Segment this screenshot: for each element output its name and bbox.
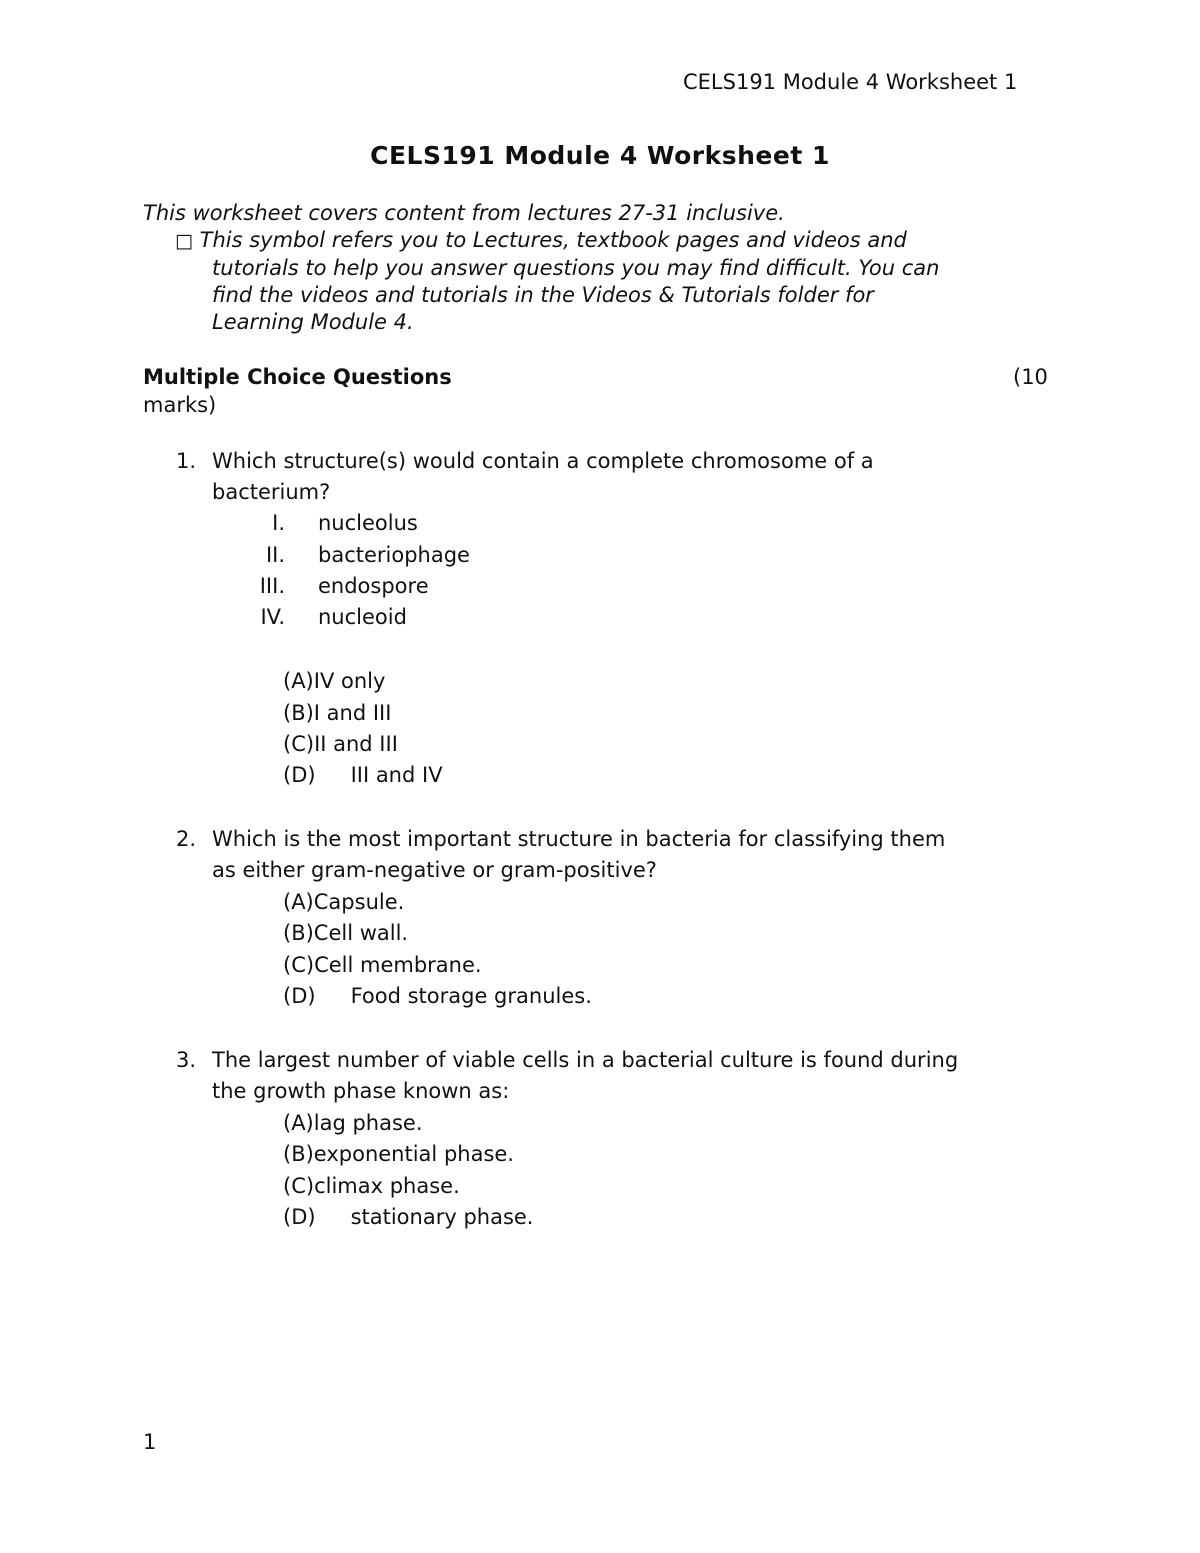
page-title: CELS191 Module 4 Worksheet 1: [370, 141, 830, 170]
statement-text: endospore: [318, 574, 429, 598]
answer-option: [283, 763, 443, 787]
option-text: IV only: [313, 669, 386, 693]
option-label: (D): [283, 1205, 316, 1229]
statement-numeral: III.: [259, 574, 285, 598]
answer-option: [283, 953, 482, 977]
option-label: (C): [283, 1174, 315, 1198]
answer-option: [283, 701, 391, 725]
option-label: (B): [283, 701, 314, 725]
section-marks-line-1: (10: [1013, 365, 1048, 389]
section-marks-line-2: marks): [143, 393, 217, 417]
intro-note-line-2: tutorials to help you answer questions you may find difficult. You can: [212, 256, 940, 280]
option-text: exponential phase.: [313, 1142, 514, 1166]
answer-option: [283, 1174, 460, 1198]
question-1-number: 1.: [176, 449, 197, 473]
option-label: (D): [283, 984, 316, 1008]
answer-option: [283, 921, 408, 945]
option-label: (A): [283, 669, 314, 693]
option-text: III and IV: [350, 763, 443, 787]
answer-option: [283, 1142, 514, 1166]
answer-option: [283, 669, 385, 693]
statement-numeral: IV.: [260, 605, 285, 629]
statement-text: nucleoid: [318, 605, 407, 629]
intro-note-line-1: [175, 228, 907, 252]
running-header: CELS191 Module 4 Worksheet 1: [683, 70, 1018, 94]
option-text: II and III: [314, 732, 398, 756]
answer-option: [283, 890, 404, 914]
statement-text: bacteriophage: [318, 543, 470, 567]
answer-option: [283, 1111, 423, 1135]
option-text: stationary phase.: [350, 1205, 534, 1229]
question-2-number: 2.: [176, 827, 197, 851]
question-2-text-line-1: Which is the most important structure in bacteria for classifying them: [212, 827, 946, 851]
question-3-number: 3.: [176, 1048, 197, 1072]
intro-note-line-4: Learning Module 4.: [212, 310, 414, 334]
answer-option: [283, 732, 398, 756]
question-3-text-line-2: the growth phase known as:: [212, 1079, 510, 1103]
option-text: Capsule.: [313, 890, 405, 914]
option-text: Cell membrane.: [314, 953, 482, 977]
option-text: Cell wall.: [313, 921, 409, 945]
option-text: I and III: [313, 701, 392, 725]
question-1-text-line-1: Which structure(s) would contain a complete chromosome of a: [212, 449, 874, 473]
reference-symbol-icon: □: [175, 230, 193, 252]
statement-numeral: II.: [265, 543, 285, 567]
section-title: Multiple Choice Questions: [143, 365, 452, 389]
question-3-text-line-1: The largest number of viable cells in a bacterial culture is found during: [212, 1048, 959, 1072]
answer-option: [283, 984, 592, 1008]
question-1-text-line-2: bacterium?: [212, 480, 331, 504]
option-text: climax phase.: [314, 1174, 460, 1198]
question-2-text-line-2: as either gram-negative or gram-positive?: [212, 858, 657, 882]
option-label: (C): [283, 732, 315, 756]
intro-note-line-3: find the videos and tutorials in the Videos & Tutorials folder for: [212, 283, 874, 307]
intro-line: This worksheet covers content from lectures 27-31 inclusive.: [143, 201, 785, 225]
page-number: 1: [143, 1430, 157, 1454]
option-label: (A): [283, 890, 314, 914]
option-text: lag phase.: [313, 1111, 423, 1135]
option-label: (C): [283, 953, 315, 977]
option-label: (B): [283, 921, 314, 945]
option-text: Food storage granules.: [350, 984, 592, 1008]
intro-note-text-1: This symbol refers you to Lectures, textbook pages and videos and: [199, 228, 907, 252]
option-label: (A): [283, 1111, 314, 1135]
option-label: (B): [283, 1142, 314, 1166]
statement-numeral: I.: [272, 511, 285, 535]
statement-text: nucleolus: [318, 511, 418, 535]
option-label: (D): [283, 763, 316, 787]
answer-option: [283, 1205, 533, 1229]
